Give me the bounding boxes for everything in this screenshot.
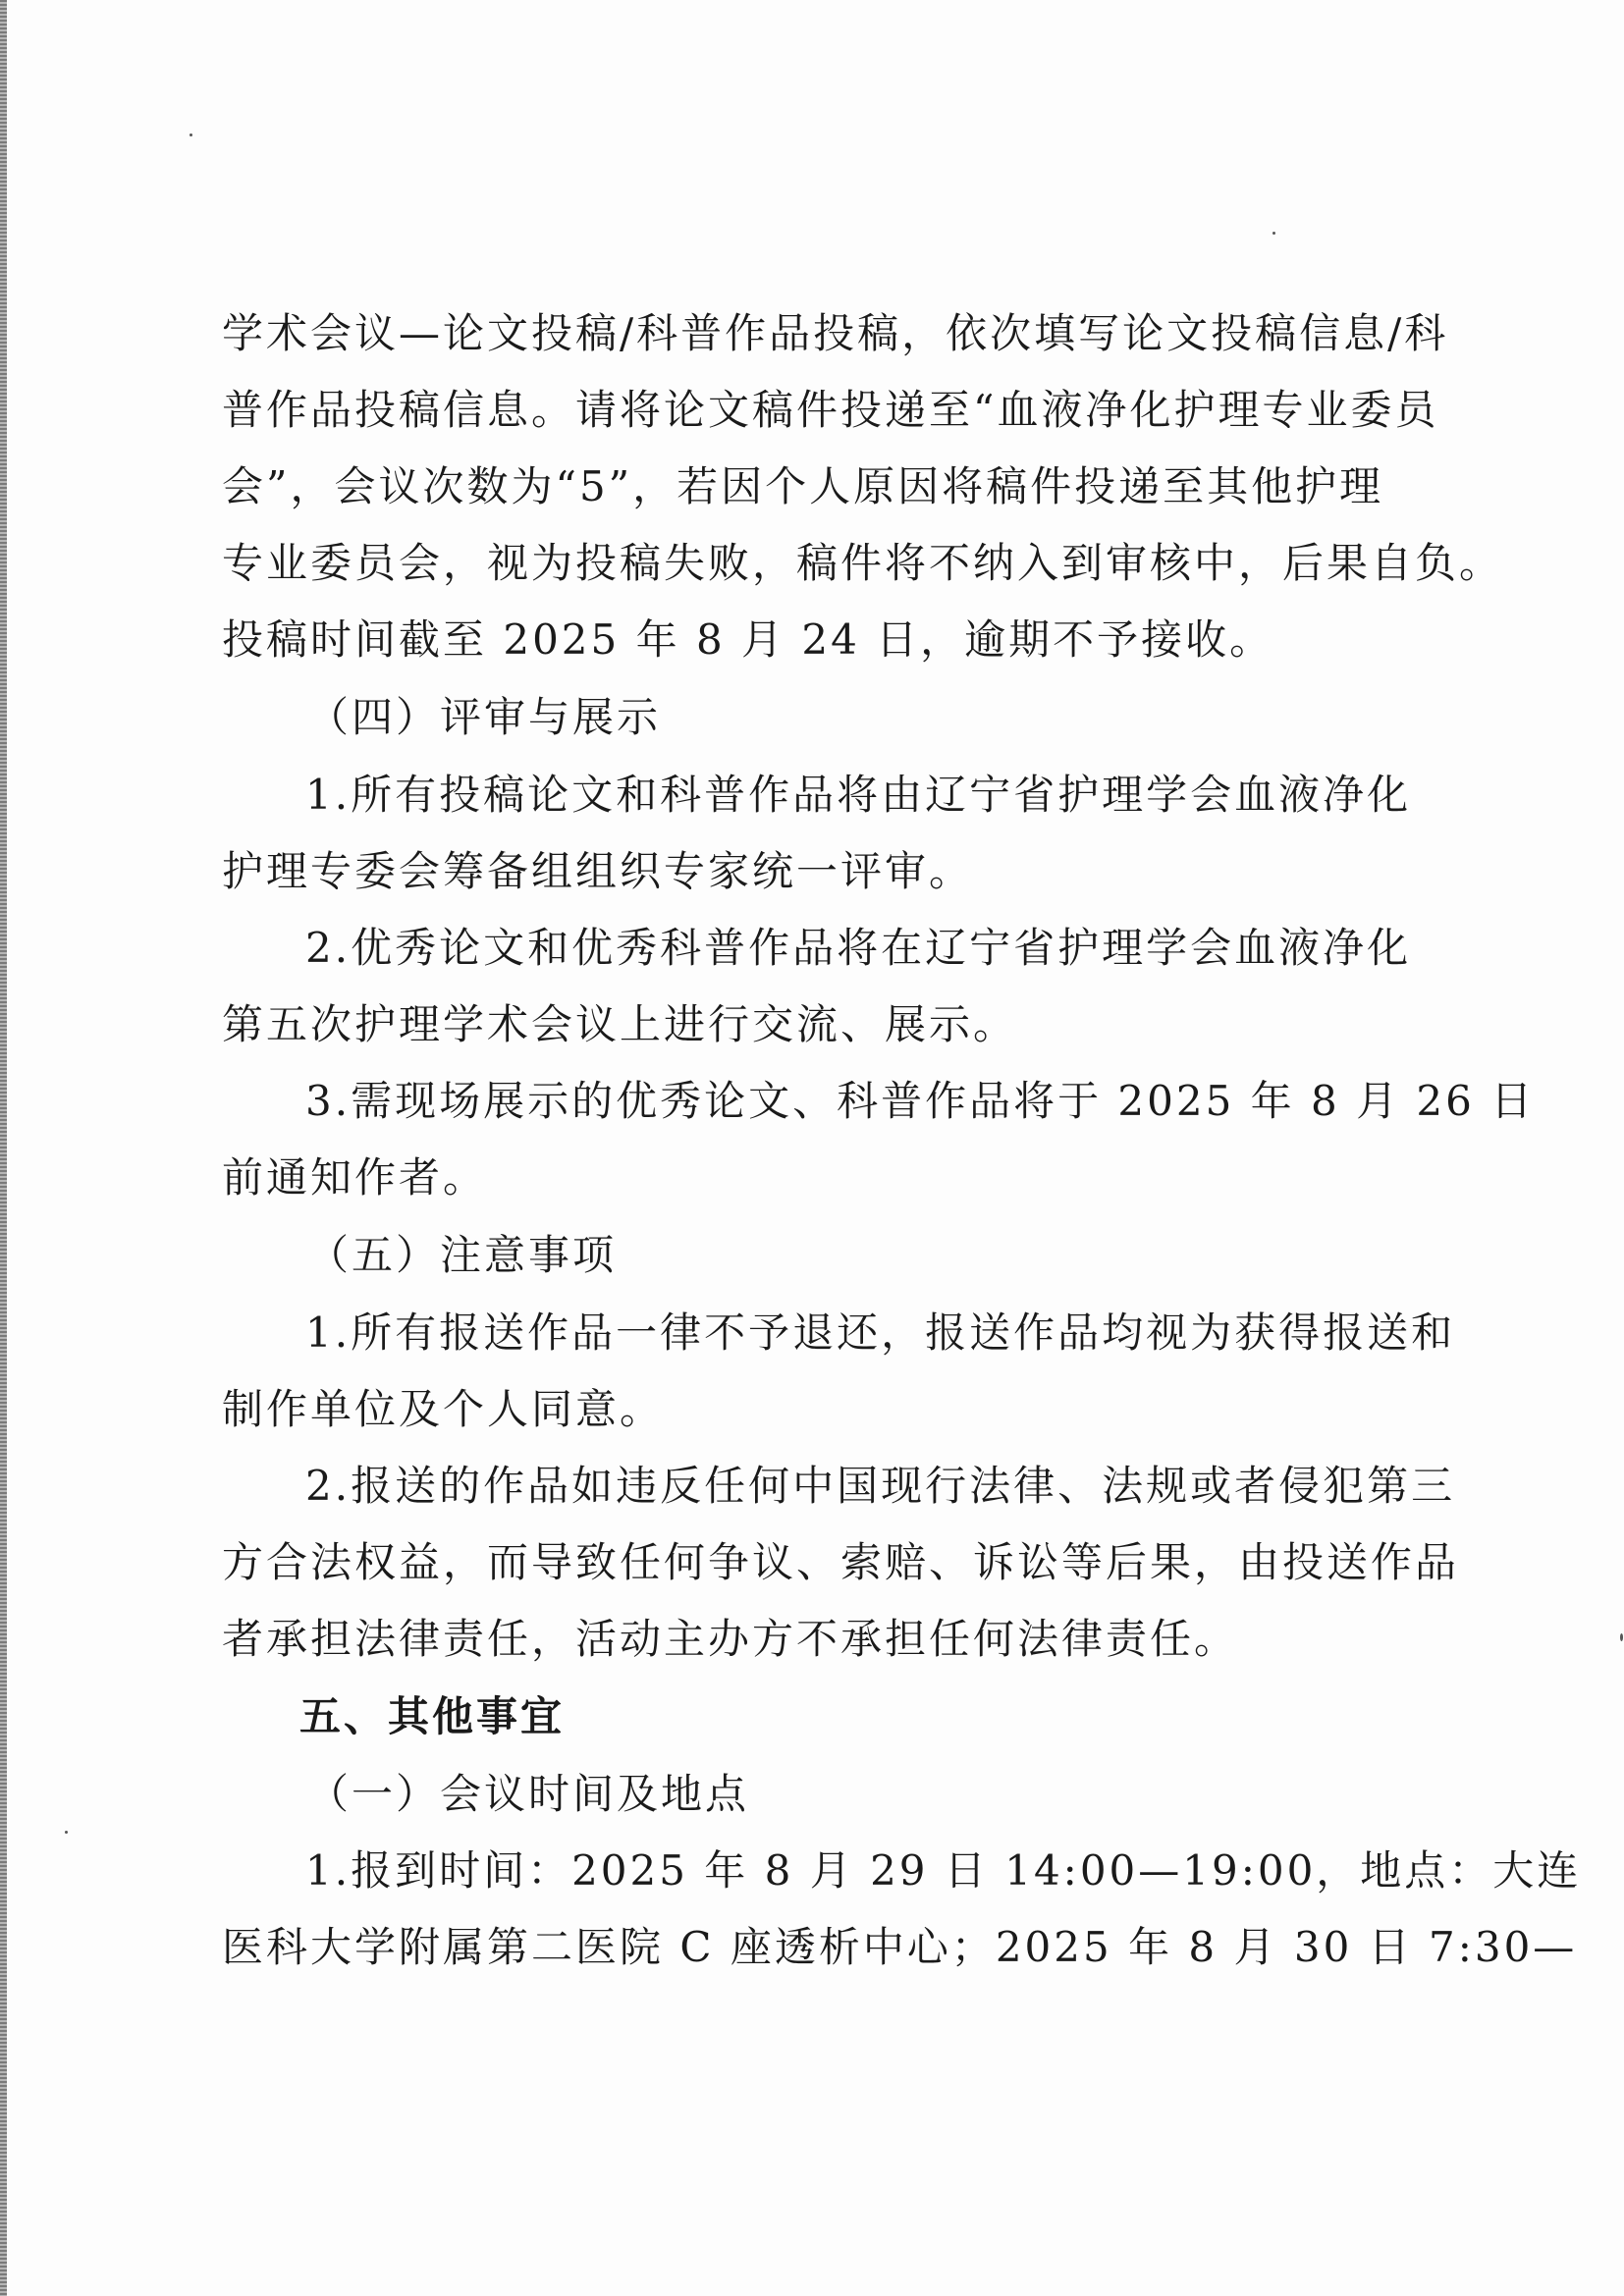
- paragraph-line: 方合法权益，而导致任何争议、索赔、诉讼等后果，由投送作品: [222, 1538, 1460, 1586]
- section-heading-time-location: （一）会议时间及地点: [307, 1770, 750, 1818]
- paragraph-line: 者承担法律责任，活动主办方不承担任何法律责任。: [222, 1615, 1239, 1663]
- section-heading-review: （四）评审与展示: [307, 693, 662, 741]
- paragraph-line: 2.报送的作品如违反任何中国现行法律、法规或者侵犯第三: [305, 1462, 1456, 1510]
- paragraph-line: 专业委员会，视为投稿失败，稿件将不纳入到审核中，后果自负。: [222, 539, 1504, 587]
- paragraph-line: 1.所有投稿论文和科普作品将由辽宁省护理学会血液净化: [305, 771, 1412, 819]
- paragraph-line: 第五次护理学术会议上进行交流、展示。: [222, 1000, 1018, 1048]
- paragraph-line: 2.优秀论文和优秀科普作品将在辽宁省护理学会血液净化: [305, 924, 1412, 972]
- paragraph-line: 医科大学附属第二医院 C 座透析中心；2025 年 8 月 30 日 7:30—: [222, 1923, 1578, 1971]
- paragraph-line: 1.所有报送作品一律不予退还，报送作品均视为获得报送和: [305, 1308, 1456, 1357]
- paragraph-line: 学术会议—论文投稿/科普作品投稿，依次填写论文投稿信息/科: [222, 309, 1449, 357]
- paragraph-line: 普作品投稿信息。请将论文稿件投递至“血液净化护理专业委员: [222, 386, 1439, 434]
- paragraph-line: 会”，会议次数为“5”，若因个人原因将稿件投递至其他护理: [222, 462, 1384, 510]
- scan-speck: [189, 133, 192, 136]
- section-heading-notes: （五）注意事项: [307, 1231, 618, 1279]
- scan-border: [0, 0, 7, 2296]
- scan-speck: [1620, 1633, 1623, 1641]
- paragraph-line: 3.需现场展示的优秀论文、科普作品将于 2025 年 8 月 26 日: [305, 1077, 1536, 1125]
- scan-speck: [1272, 232, 1275, 235]
- paragraph-line: 投稿时间截至 2025 年 8 月 24 日，逾期不予接收。: [222, 615, 1274, 664]
- paragraph-line: 制作单位及个人同意。: [222, 1385, 665, 1433]
- paragraph-line: 护理专委会筹备组组织专家统一评审。: [222, 847, 974, 895]
- paragraph-line: 1.报到时间：2025 年 8 月 29 日 14:00—19:00，地点：大连: [305, 1846, 1582, 1895]
- section-heading-other-matters: 五、其他事宜: [299, 1692, 566, 1740]
- scan-speck: [65, 1831, 68, 1834]
- paragraph-line: 前通知作者。: [222, 1153, 488, 1201]
